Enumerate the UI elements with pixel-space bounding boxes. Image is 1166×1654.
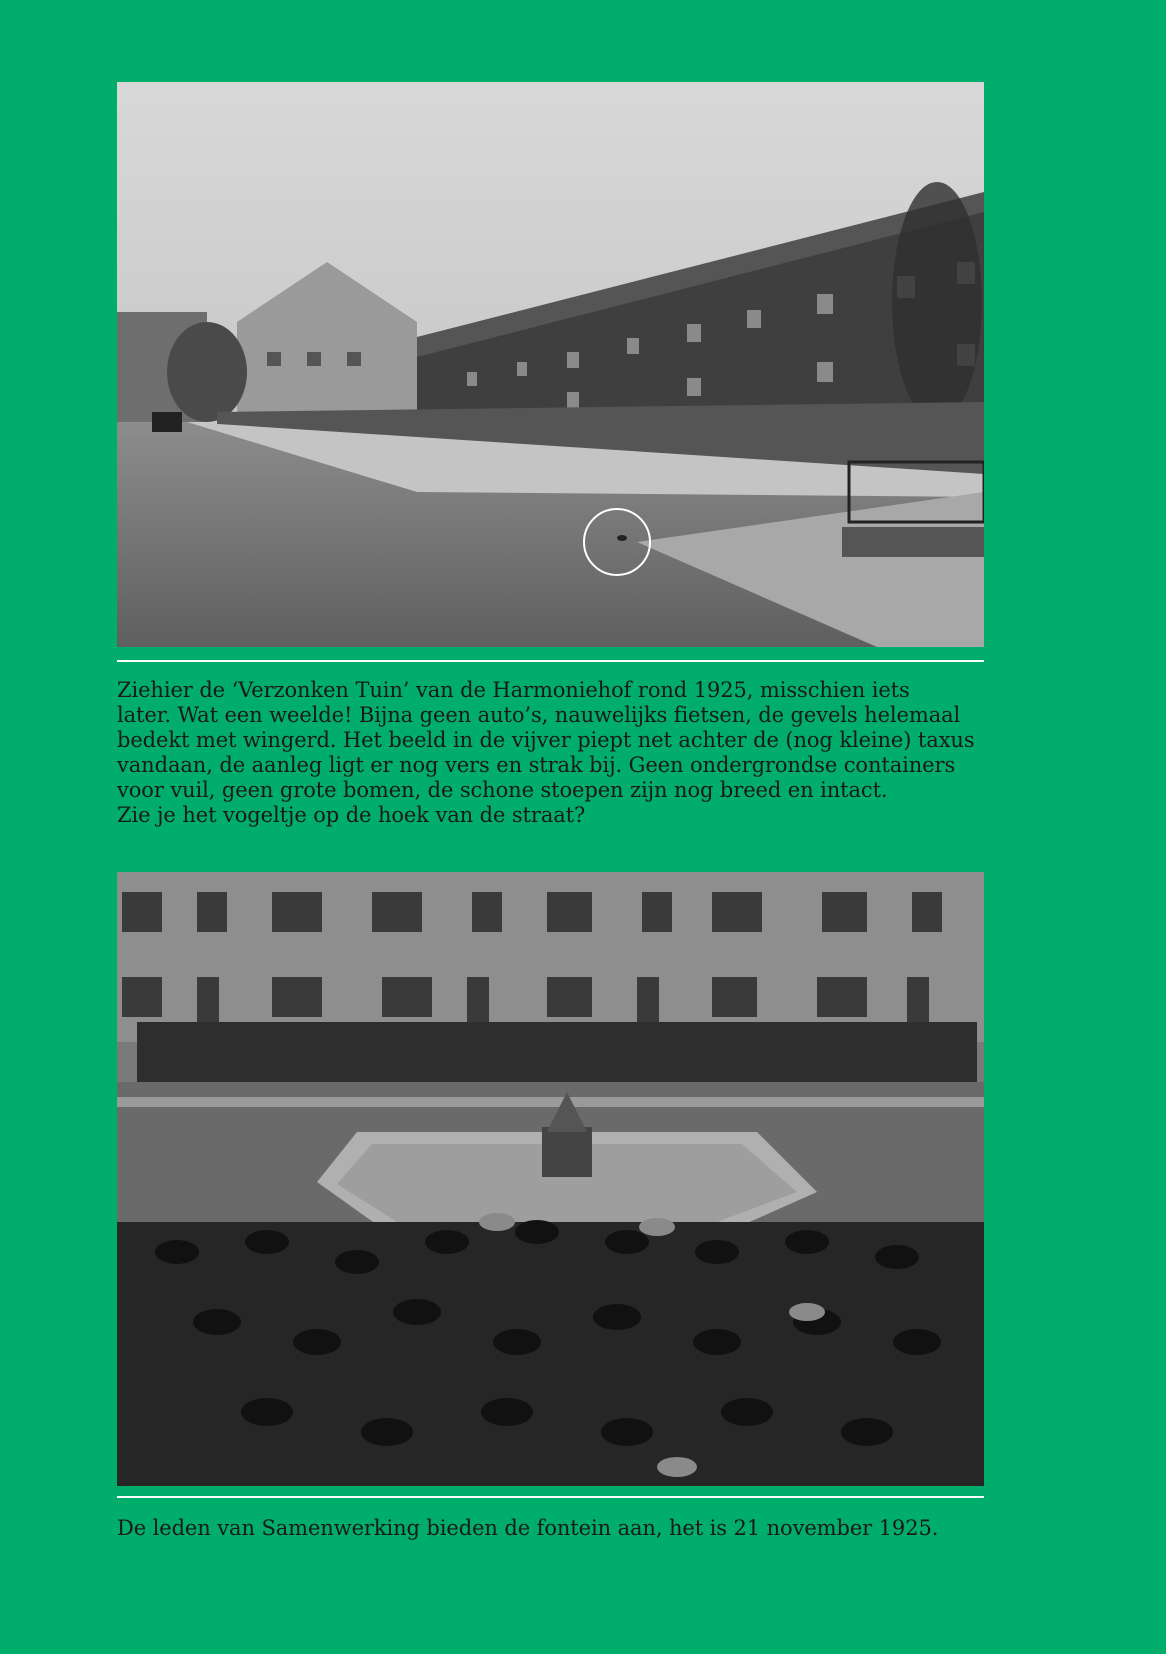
caption-line: Zie je het vogeltje op de hoek van de straat? xyxy=(117,803,586,827)
photo-harmoniehof-street xyxy=(117,82,984,647)
caption-fontein xyxy=(117,1516,997,1541)
caption-divider-bottom xyxy=(117,1496,984,1498)
caption-line: bedekt met wingerd. Het beeld in de vijver piept net achter de (nog kleine) taxus xyxy=(117,728,975,752)
caption-line: voor vuil, geen grote bomen, de schone stoepen zijn nog breed en intact. xyxy=(117,778,888,802)
caption-divider-top xyxy=(117,660,984,662)
caption-verzonken-tuin xyxy=(117,678,997,828)
photo-fountain-ceremony xyxy=(117,872,984,1486)
caption-line: De leden van Samenwerking bieden de fontein aan, het is 21 november 1925. xyxy=(117,1516,939,1540)
caption-line: vandaan, de aanleg ligt er nog vers en strak bij. Geen ondergrondse containers xyxy=(117,753,956,777)
caption-line: later. Wat een weelde! Bijna geen auto’s, nauwelijks fietsen, de gevels helemaal xyxy=(117,703,961,727)
caption-line: Ziehier de ‘Verzonken Tuin’ van de Harmoniehof rond 1925, misschien iets xyxy=(117,678,910,702)
